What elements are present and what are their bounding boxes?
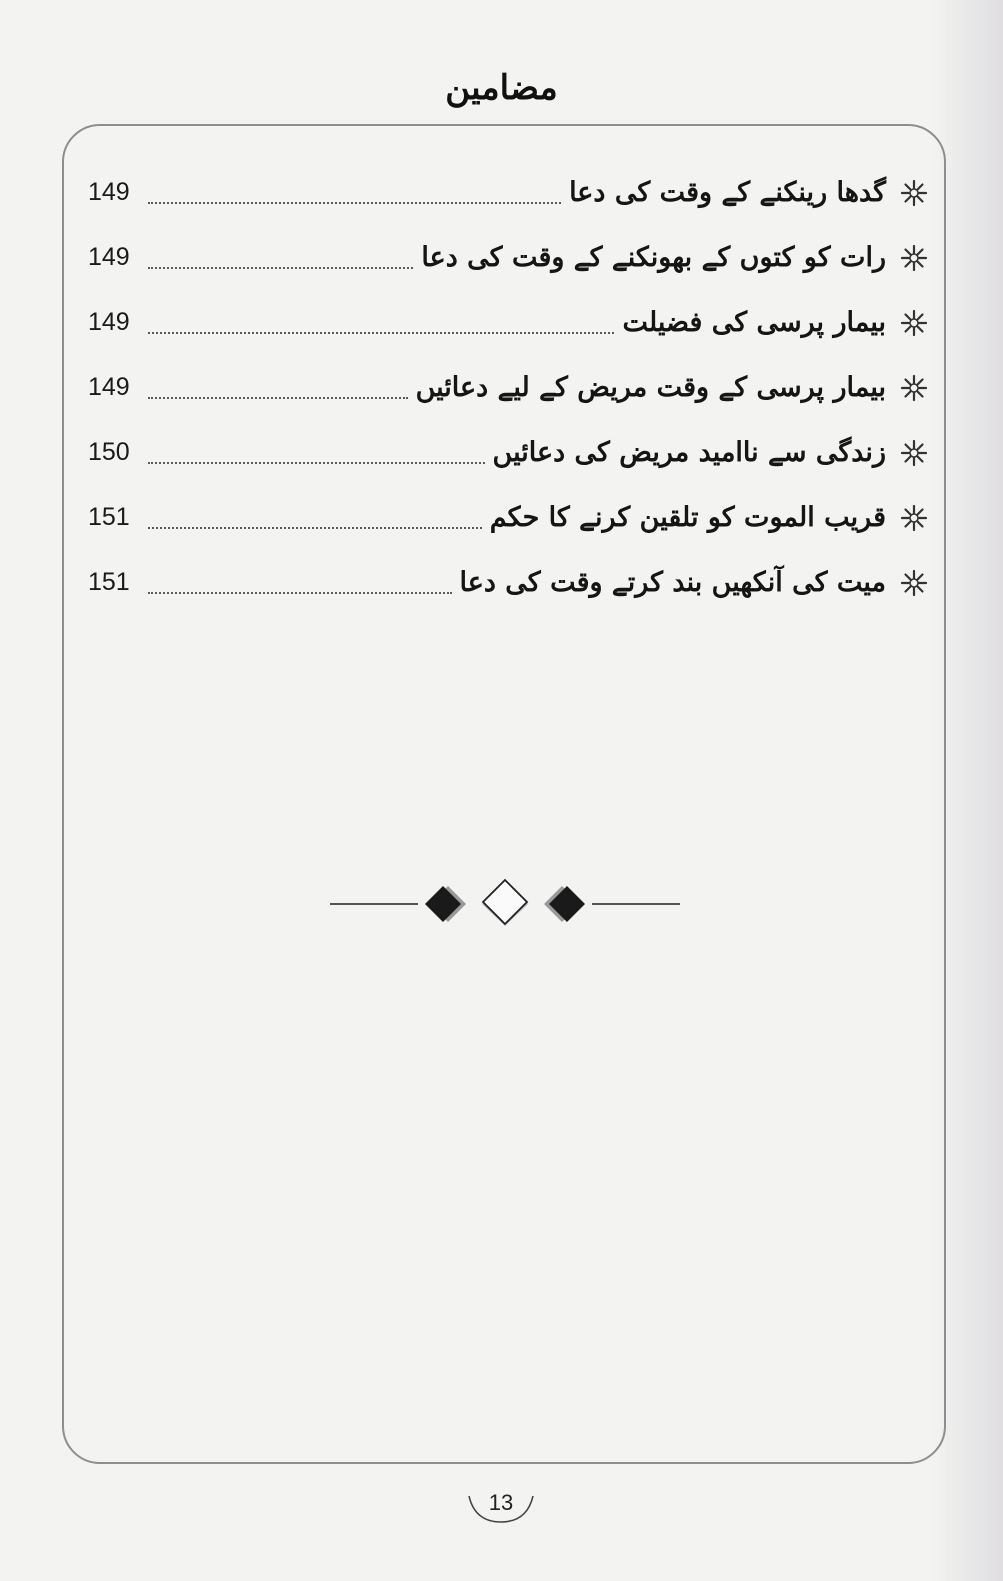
diamond-ornament-icon: [330, 878, 680, 930]
dot-leader: [148, 397, 408, 399]
toc-entry-title: میت کی آنکھیں بند کرتے وقت کی دعا: [459, 567, 886, 598]
page-title: مضامین: [445, 68, 558, 108]
toc-entry[interactable]: [88, 160, 928, 225]
star-flower-icon: [900, 244, 928, 272]
toc-entry[interactable]: [88, 550, 928, 615]
toc-entry-title: زندگی سے ناامید مریض کی دعائیں: [492, 437, 886, 468]
toc-entry-page: 149: [88, 243, 130, 271]
dot-leader: [148, 202, 561, 204]
star-flower-icon: [900, 374, 928, 402]
dot-leader: [148, 332, 614, 334]
toc-entry[interactable]: [88, 420, 928, 485]
toc-entry-page: 149: [88, 178, 130, 206]
toc-entry[interactable]: [88, 290, 928, 355]
toc-entry-title: بیمار پرسی کی فضیلت: [622, 307, 886, 338]
toc-entry-page: 150: [88, 438, 130, 466]
toc-entry[interactable]: [88, 225, 928, 290]
toc-entry[interactable]: [88, 485, 928, 550]
star-flower-icon: [900, 309, 928, 337]
table-of-contents: [88, 160, 928, 615]
page-number: 13: [488, 1490, 514, 1515]
toc-entry-page: 151: [88, 568, 130, 596]
dot-leader: [148, 462, 485, 464]
star-flower-icon: [900, 569, 928, 597]
star-flower-icon: [900, 179, 928, 207]
dot-leader: [148, 267, 413, 269]
star-flower-icon: [900, 504, 928, 532]
toc-entry-title: گدھا رینکنے کے وقت کی دعا: [569, 177, 886, 208]
toc-entry-page: 151: [88, 503, 130, 531]
toc-entry[interactable]: [88, 355, 928, 420]
dot-leader: [148, 527, 482, 529]
page-number-badge: [461, 1486, 541, 1526]
dot-leader: [148, 592, 452, 594]
toc-entry-page: 149: [88, 373, 130, 401]
toc-entry-page: 149: [88, 308, 130, 336]
toc-entry-title: رات کو کتوں کے بھونکنے کے وقت کی دعا: [421, 242, 886, 273]
toc-entry-title: بیمار پرسی کے وقت مریض کے لیے دعائیں: [415, 372, 886, 403]
toc-entry-title: قریب الموت کو تلقین کرنے کا حکم: [489, 502, 886, 533]
star-flower-icon: [900, 439, 928, 467]
